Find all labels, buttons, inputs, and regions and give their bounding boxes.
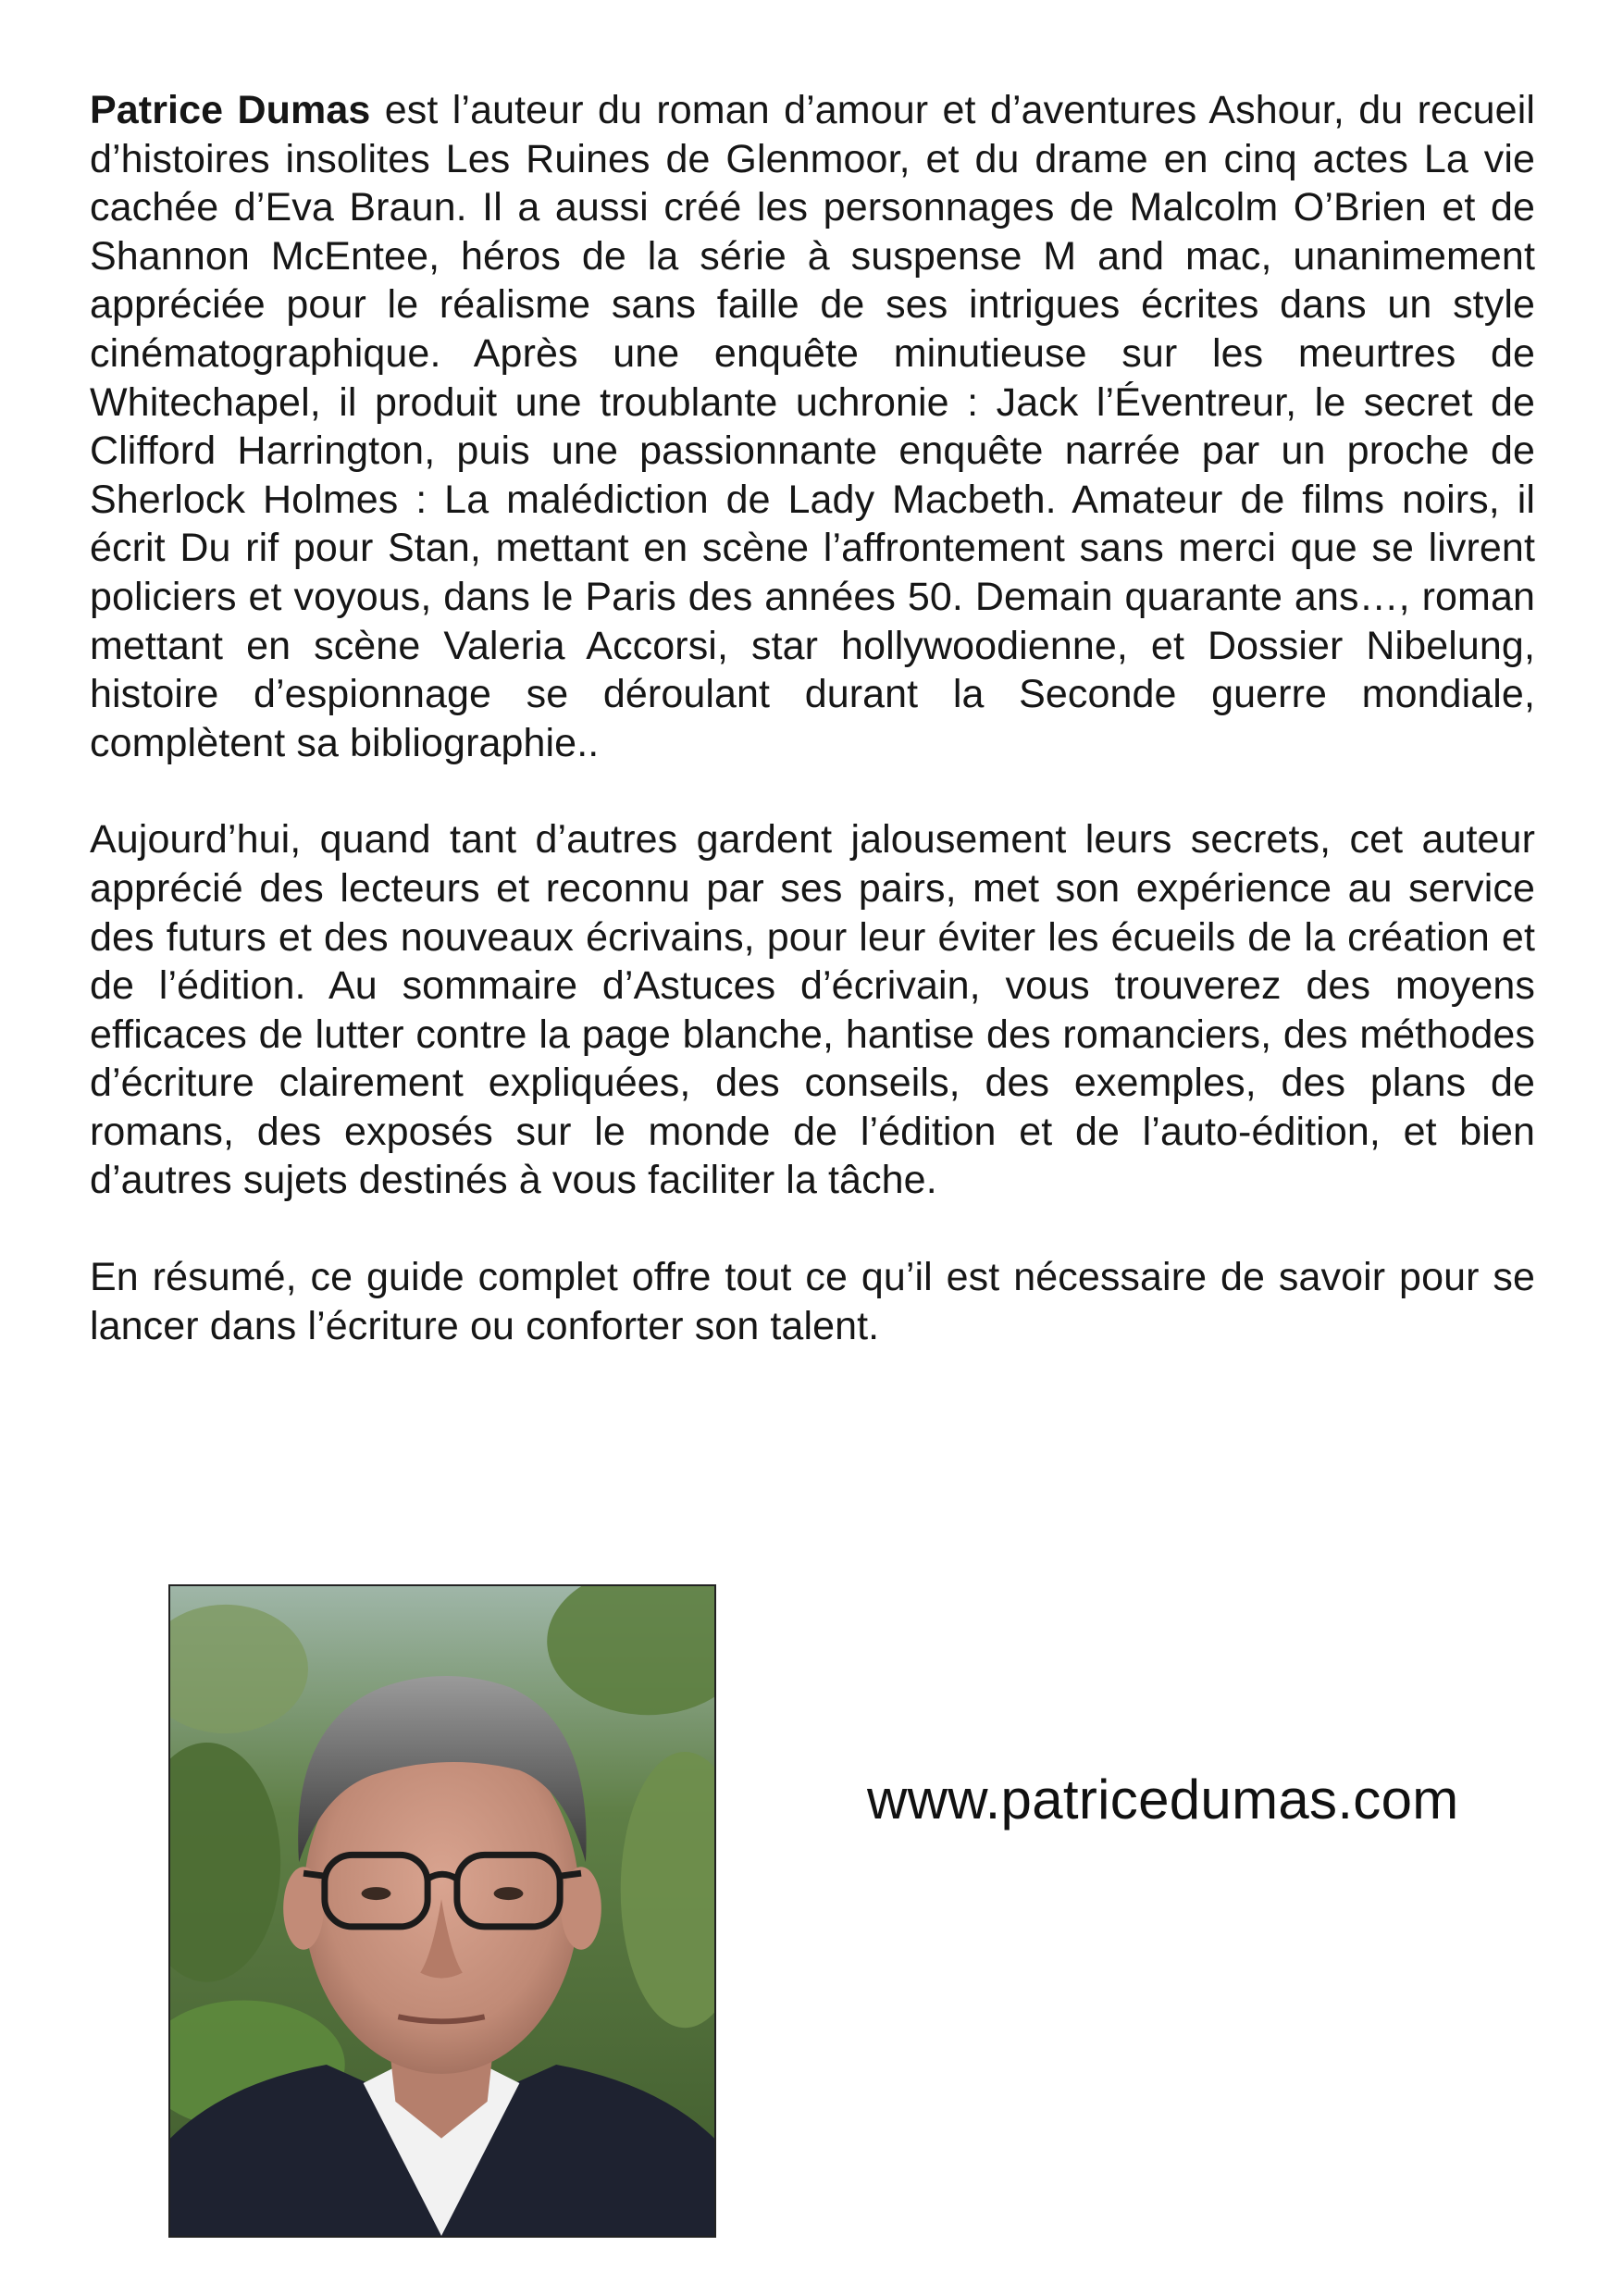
bio-paragraph-2: Aujourd’hui, quand tant d’autres gardent jalousement leurs secrets, cet auteur apprécié des lecteurs et reconnu par ses pairs, met son expérience au service des futurs et des nouveaux écrivains, pour leur éviter les écueils de la création et de l’édition. Au sommaire d’Astuces d’écrivain, vous trouverez des moyens efficaces de lutter contre la page blanche, hantise des romanciers, des méthodes d’écriture clairement expliquées, des conseils, des exemples, des plans de romans, des exposés sur le monde de l’édition et de l’auto-édition, et bien d’autres sujets destinés à vous faciliter la tâche. (90, 817, 1535, 1203)
author-website[interactable]: www.patricedumas.com (867, 1769, 1459, 1831)
bio-paragraph-1-text: est l’auteur du roman d’amour et d’aventures Ashour, du recueil d’histoires insolites Les Ruines de Glenmoor, et du drame en cinq actes La vie cachée d’Eva Braun. Il a aussi créé les personnages de Malcolm O’Brien et de Shannon McEntee, héros de la série à suspense M and mac, unanimement appréciée pour le réalisme sans faille de ses intrigues écrites dans un style cinématographique. Après une enquête minutieuse sur les meurtres de Whitechapel, il produit une troublante uchronie : Jack l’Éventreur, le secret de Clifford Harrington, puis une passionnante enquête narrée par un proche de Sherlock Holmes : La malédiction de Lady Macbeth. Amateur de films noirs, il écrit Du rif pour Stan, mettant en scène l’affrontement sans merci que se livrent policiers et voyous, dans le Paris des années 50. Demain quarante ans…, roman mettant en scène Valeria Accorsi, star hollywoodienne, et Dossier Nibelung, histoire d’espionnage se déroulant durant la Seconde guerre mondiale, complètent sa bibliographie.. (90, 88, 1535, 765)
author-portrait-image (170, 1586, 714, 2236)
bio-paragraph-1 (90, 86, 1535, 767)
author-photo (168, 1584, 716, 2238)
author-bio (90, 86, 1535, 1398)
bio-paragraph-3: En résumé, ce guide complet offre tout ce qu’il est nécessaire de savoir pour se lancer dans l’écriture ou conforter son talent. (90, 1255, 1535, 1348)
author-name: Patrice Dumas (90, 88, 371, 132)
